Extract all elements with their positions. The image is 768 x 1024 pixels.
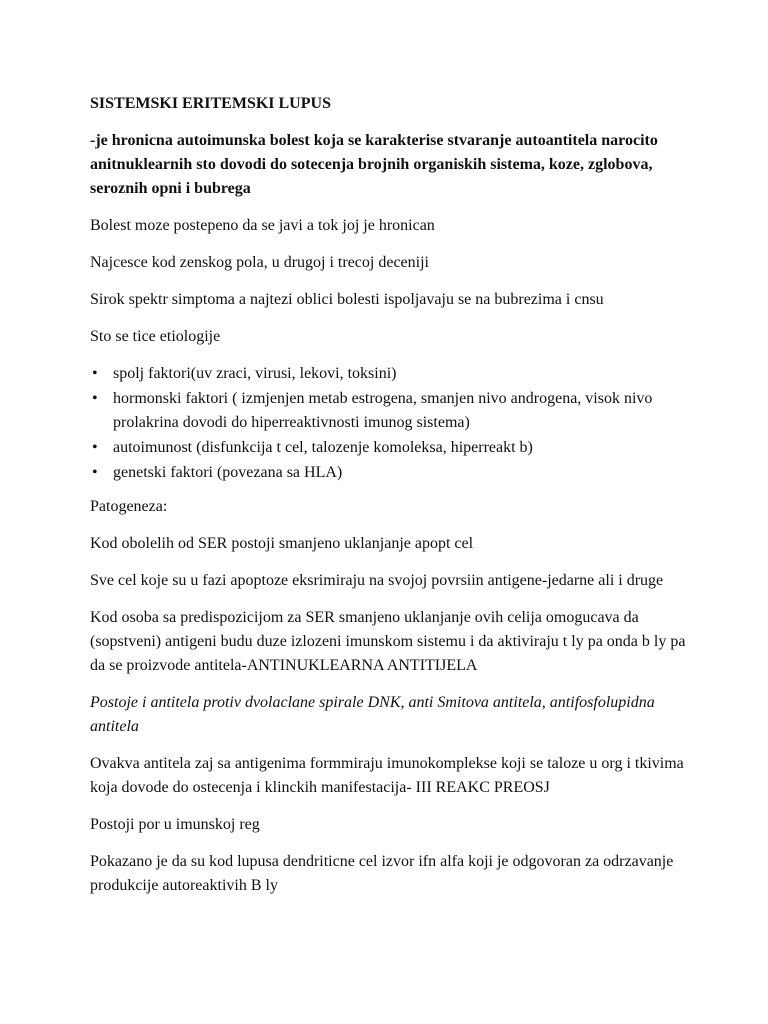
list-item-text: autoimunost (disfunkcija t cel, talozenje komoleksa, hiperreakt b) (113, 439, 533, 456)
paragraph-pathogenesis-heading: Patogeneza: (90, 498, 168, 515)
paragraph-predisposition: Kod osoba sa predispozicijom za SER smanjeno uklanjanje ovih celija omogucava da (sopstveni) antigeni budu duze izlozeni imunskom sistemu i da aktiviraju t ly pa onda b ly pa da se proizvode antitela-ANTINUKLEARNA ANTITIJELA (90, 609, 686, 674)
paragraph-antibodies-italic: Postoje i antitela protiv dvolaclane spirale DNK, anti Smitova antitela, antifosfolupidna antitela (90, 694, 655, 735)
paragraph-apoptosis-antigens: Sve cel koje su u fazi apoptoze eksrimiraju na svojoj povrsiin antigene-jedarne ali i druge (90, 572, 664, 589)
document-page (90, 92, 700, 911)
list-item (90, 436, 700, 460)
etiology-list (90, 362, 700, 485)
list-item (90, 362, 700, 386)
bullet-icon: • (92, 464, 98, 481)
bullet-icon: • (92, 390, 98, 407)
list-item-text: spolj faktori(uv zraci, virusi, lekovi, toksini) (113, 365, 397, 382)
bullet-icon: • (92, 365, 98, 382)
paragraph-apoptosis-clearance: Kod obolelih od SER postoji smanjeno uklanjanje apopt cel (90, 535, 474, 552)
paragraph-immune-regulation: Postoji por u imunskoj reg (90, 816, 260, 833)
list-item-text: hormonski faktori ( izmjenjen metab estrogena, smanjen nivo androgena, visok nivo prolakrina dovodi do hiperreaktivnosti imunog sistema) (113, 390, 653, 431)
paragraph-symptoms: Sirok spektr simptoma a najtezi oblici bolesti ispoljavaju se na bubrezima i cnsu (90, 291, 604, 308)
list-item (90, 387, 700, 435)
paragraph-immunocomplexes: Ovakva antitela zaj sa antigenima formmiraju imunokomplekse koji se taloze u org i tkivima koja dovode do ostecenja i klinckih manifestacija- III REAKC PREOSJ (90, 755, 684, 796)
list-item (90, 461, 700, 485)
paragraph-etiology-heading: Sto se tice etiologije (90, 328, 221, 345)
paragraph-onset: Bolest moze postepeno da se javi a tok joj je hronican (90, 217, 435, 234)
paragraph-dendritic-cells: Pokazano je da su kod lupusa dendriticne cel izvor ifn alfa koji je odgovoran za odrzavanje produkcije autoreaktivih B ly (90, 853, 674, 894)
paragraph-demographics: Najcesce kod zenskog pola, u drugoj i trecoj deceniji (90, 254, 429, 271)
bullet-icon: • (92, 439, 98, 456)
intro-paragraph: -je hronicna autoimunska bolest koja se karakterise stvaranje autoantitela narocito anitnuklearnih sto dovodi do sotecenja brojnih organiskih sistema, koze, zglobova, seroznih opni i bubrega (90, 132, 658, 197)
list-item-text: genetski faktori (povezana sa HLA) (113, 464, 343, 481)
document-title: SISTEMSKI ERITEMSKI LUPUS (90, 95, 331, 112)
